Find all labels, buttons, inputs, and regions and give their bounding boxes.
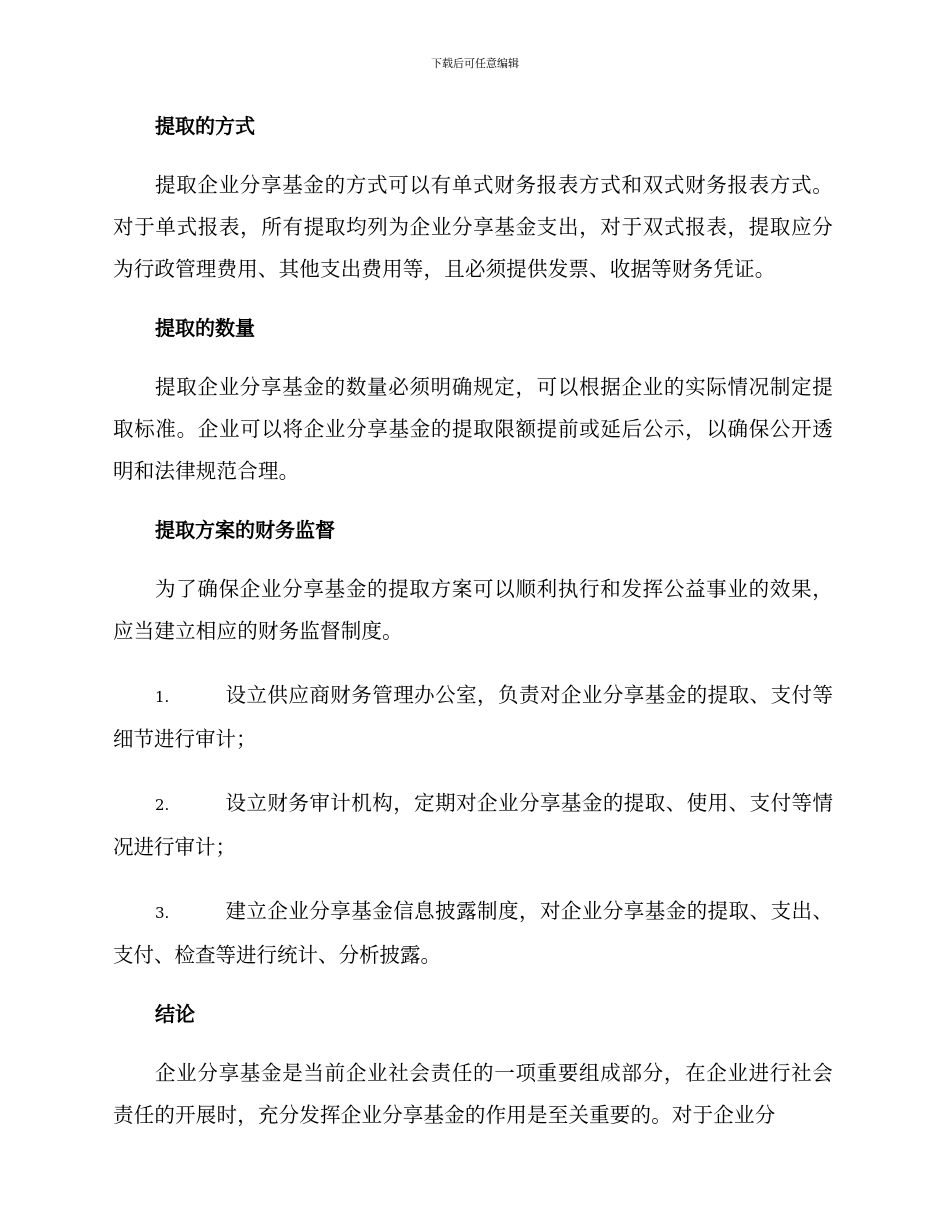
- section-heading-conclusion: 结论: [155, 1002, 195, 1026]
- paragraph-conclusion: 企业分享基金是当前企业社会责任的一项重要组成部分，在企业进行社会责任的开展时，充分发挥企业分享基金的作用是至关重要的。对于企业分: [113, 1061, 833, 1127]
- list-item: [113, 674, 833, 760]
- list-item-number: 2.: [155, 796, 170, 814]
- list-item: [113, 890, 833, 976]
- list-item-text: 设立财务审计机构，定期对企业分享基金的提取、使用、支付等情况进行审计；: [113, 791, 833, 859]
- section-heading-method: 提取的方式: [155, 114, 255, 138]
- section-heading-amount: 提取的数量: [155, 316, 255, 340]
- paragraph-supervision: 为了确保企业分享基金的提取方案可以顺利执行和发挥公益事业的效果，应当建立相应的财务监督制度。: [113, 577, 833, 643]
- paragraph-amount: 提取企业分享基金的数量必须明确规定，可以根据企业的实际情况制定提取标准。企业可以将企业分享基金的提取限额提前或延后公示，以确保公开透明和法律规范合理。: [113, 375, 833, 483]
- list-item-number: 3.: [155, 904, 170, 922]
- section-heading-supervision: 提取方案的财务监督: [155, 518, 335, 542]
- list-item-text: 建立企业分享基金信息披露制度，对企业分享基金的提取、支出、支付、检查等进行统计、分析披露。: [113, 899, 833, 967]
- list-item-number: 1.: [155, 688, 170, 706]
- paragraph-method: 提取企业分享基金的方式可以有单式财务报表方式和双式财务报表方式。对于单式报表，所有提取均列为企业分享基金支出，对于双式报表，提取应分为行政管理费用、其他支出费用等，且必须提供发票、收据等财务凭证。: [113, 173, 833, 281]
- document-body: [113, 110, 833, 1158]
- header-note: 下载后可任意编辑: [431, 57, 519, 70]
- list-item: [113, 782, 833, 868]
- list-item-text: 设立供应商财务管理办公室，负责对企业分享基金的提取、支付等细节进行审计；: [113, 683, 833, 751]
